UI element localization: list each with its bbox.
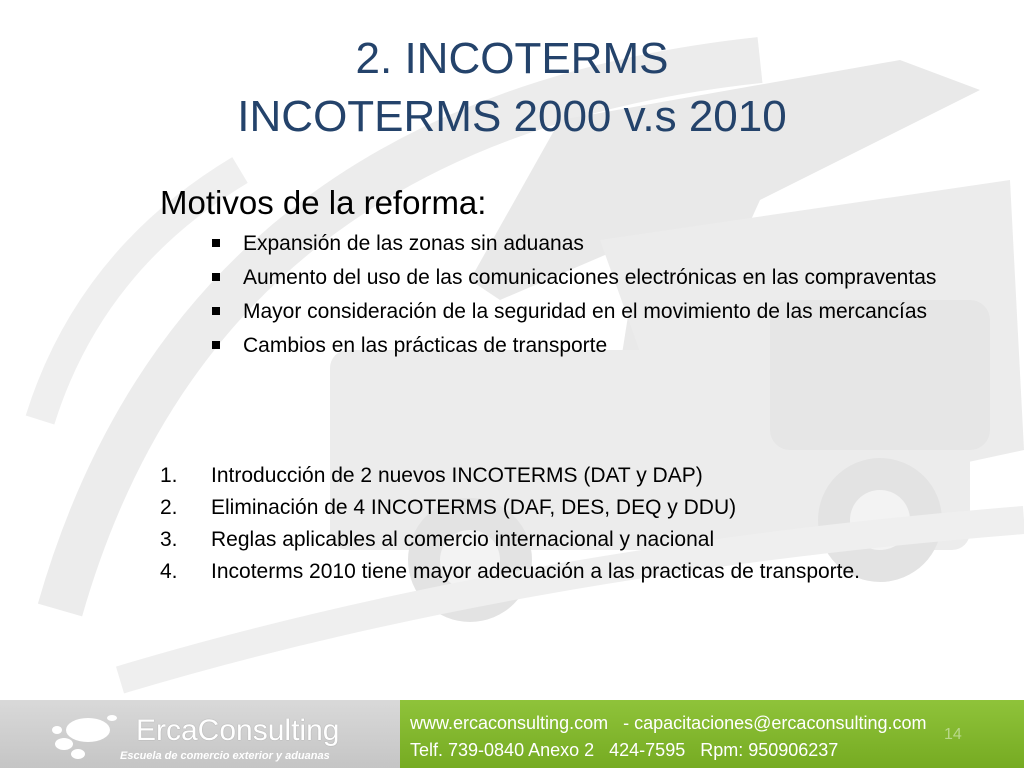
- contact-web-email: www.ercaconsulting.com - capacitaciones@ercaconsulting.com: [410, 713, 927, 733]
- item-number: 2.: [160, 496, 178, 519]
- section-subheading: Motivos de la reforma:: [160, 184, 487, 221]
- reasons-bullet-list: [212, 230, 958, 366]
- slide-title-line-2: INCOTERMS 2000 v.s 2010: [237, 92, 787, 141]
- item-text: Reglas aplicables al comercio internacional y nacional: [211, 528, 715, 551]
- changes-numbered-list: [160, 462, 880, 590]
- brand-tagline: Escuela de comercio exterior y aduanas: [120, 750, 330, 762]
- list-item: [160, 558, 880, 586]
- square-bullet-icon: [212, 273, 220, 281]
- square-bullet-icon: [212, 341, 220, 349]
- list-item: [212, 264, 958, 292]
- square-bullet-icon: [212, 239, 220, 247]
- list-item: [160, 526, 880, 554]
- square-bullet-icon: [212, 307, 220, 315]
- item-number: 3.: [160, 528, 178, 551]
- brand-panel: [0, 700, 400, 768]
- brand-name: ErcaConsulting: [136, 714, 340, 747]
- bullet-text: Cambios en las prácticas de transporte: [243, 334, 608, 357]
- contact-phones: Telf. 739-0840 Anexo 2 424-7595 Rpm: 950906237: [410, 740, 839, 760]
- list-item: [160, 494, 880, 522]
- slide-number: 14: [944, 726, 962, 743]
- item-text: Introducción de 2 nuevos INCOTERMS (DAT y DAP): [211, 464, 703, 487]
- item-text: Incoterms 2010 tiene mayor adecuación a las practicas de transporte.: [211, 560, 861, 583]
- item-number: 4.: [160, 560, 178, 583]
- bullet-text: Expansión de las zonas sin aduanas: [243, 232, 584, 255]
- bullet-text: Mayor consideración de la seguridad en el movimiento de las mercancías: [243, 300, 928, 323]
- erca-logo-icon: [48, 708, 128, 764]
- list-item: [160, 462, 880, 490]
- list-item: [212, 230, 958, 258]
- list-item: [212, 332, 958, 360]
- slide-title: [0, 30, 1024, 146]
- slide-title-line-1: 2. INCOTERMS: [355, 34, 669, 83]
- item-number: 1.: [160, 464, 178, 487]
- slide-footer: [0, 700, 1024, 768]
- list-item: [212, 298, 958, 326]
- bullet-text: Aumento del uso de las comunicaciones electrónicas en las compraventas: [243, 266, 937, 289]
- item-text: Eliminación de 4 INCOTERMS (DAF, DES, DEQ y DDU): [211, 496, 737, 519]
